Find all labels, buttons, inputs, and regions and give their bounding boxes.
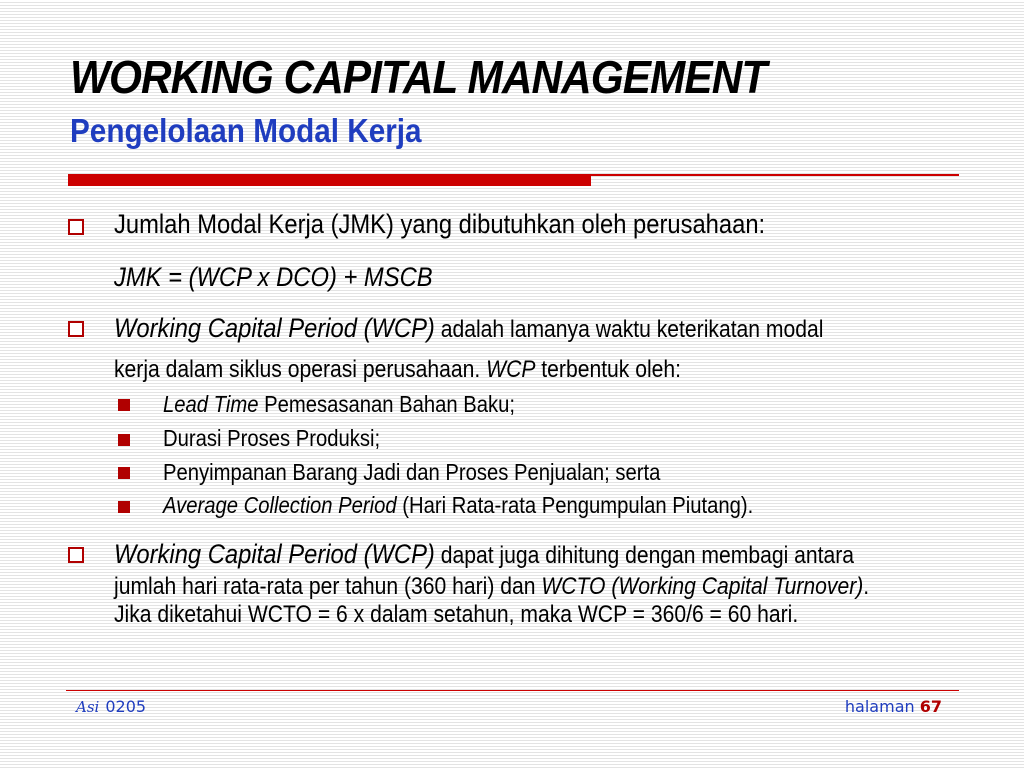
bullet-1-text: Jumlah Modal Kerja (JMK) yang dibutuhkan oleh perusahaan: — [114, 209, 766, 239]
bullet-2-line-2-b: terbentuk oleh: — [535, 356, 682, 383]
subitem-1 — [163, 391, 515, 418]
subitem-4-italic: Average Collection Period — [163, 492, 397, 518]
filled-square-bullet-icon — [118, 399, 130, 411]
bullet-3-line-1-rest: dapat juga dihitung dengan membagi antara — [434, 542, 855, 569]
bullet-3-line-2 — [114, 573, 869, 601]
subitem-2-text: Durasi Proses Produksi; — [163, 425, 381, 451]
subitem-1-text: Pemesasanan Bahan Baku; — [258, 391, 516, 417]
hollow-square-bullet-icon — [68, 219, 84, 235]
bullet-3-line-2-b: . — [863, 573, 870, 600]
wcp-term: Working Capital Period (WCP) — [114, 313, 435, 343]
hollow-square-bullet-icon — [68, 321, 84, 337]
subitem-2 — [163, 425, 380, 452]
bullet-2-line-1 — [114, 313, 823, 344]
title-underline-thick — [68, 174, 591, 186]
subitem-1-italic: Lead Time — [163, 391, 259, 417]
subitem-4-text: (Hari Rata-rata Pengumpulan Piutang). — [396, 492, 754, 518]
wcto-term: WCTO (Working Capital Turnover) — [541, 573, 864, 600]
bullet-2-line-2-a: kerja dalam siklus operasi perusahaan. — [114, 356, 487, 383]
slide-subtitle: Pengelolaan Modal Kerja — [70, 112, 422, 149]
subitem-3-text: Penyimpanan Barang Jadi dan Proses Penjualan; serta — [163, 459, 661, 485]
author-logo: Asi — [76, 698, 100, 716]
footer-rule — [66, 690, 959, 691]
bullet-3-line-3: Jika diketahui WCTO = 6 x dalam setahun, maka WCP = 360/6 = 60 hari. — [114, 601, 799, 628]
bullet-3-line-1 — [114, 539, 854, 570]
bullet-3-line-2-a: jumlah hari rata-rata per tahun (360 hari) dan — [114, 573, 542, 600]
footer-code: 0205 — [105, 697, 147, 716]
page-indicator — [845, 697, 942, 716]
slide-title: WORKING CAPITAL MANAGEMENT — [70, 51, 767, 103]
page-number: 67 — [919, 697, 942, 716]
bullet-2-line-1-rest: adalah lamanya waktu keterikatan modal — [434, 316, 824, 343]
bullet-2-line-2 — [114, 356, 681, 384]
filled-square-bullet-icon — [118, 501, 130, 513]
filled-square-bullet-icon — [118, 467, 130, 479]
filled-square-bullet-icon — [118, 434, 130, 446]
subitem-4 — [163, 492, 753, 519]
wcp-term-2: Working Capital Period (WCP) — [114, 539, 435, 569]
title-underline-thin — [591, 174, 959, 176]
jmk-formula: JMK = (WCP x DCO) + MSCB — [114, 262, 433, 292]
subitem-3 — [163, 459, 660, 486]
hollow-square-bullet-icon — [68, 547, 84, 563]
page-label: halaman — [844, 697, 915, 716]
wcp-abbrev: WCP — [486, 356, 536, 383]
footer-left — [76, 697, 146, 716]
